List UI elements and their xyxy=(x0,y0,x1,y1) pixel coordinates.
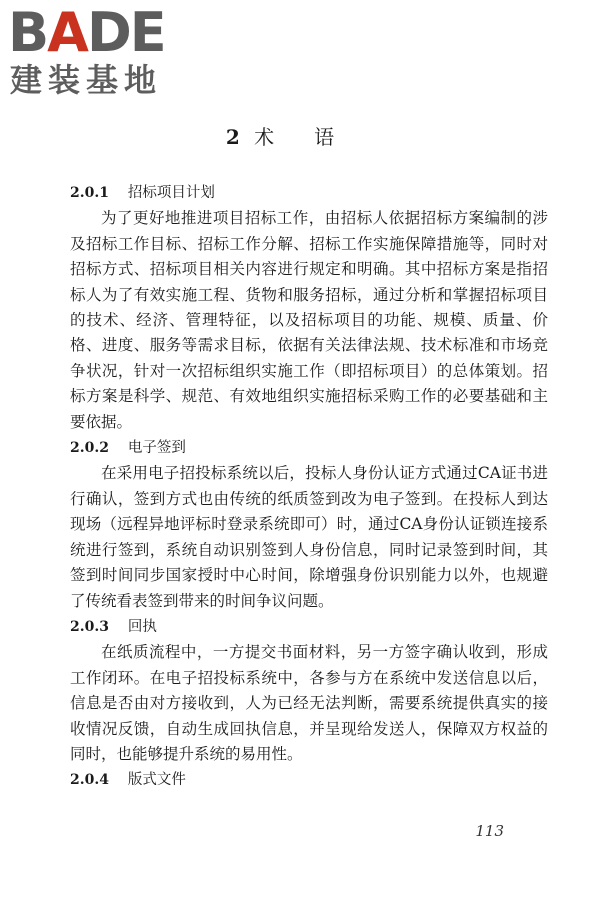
logo-letters-de: DE xyxy=(86,1,165,64)
bade-logo xyxy=(8,1,180,99)
section-number: 2.0.3 xyxy=(70,618,109,635)
section-title: 版式文件 xyxy=(127,772,186,789)
chapter-title-text: 术语 xyxy=(254,125,375,149)
logo-letter-b: B xyxy=(8,1,48,64)
section-number: 2.0.4 xyxy=(70,772,109,789)
section-title: 电子签到 xyxy=(127,440,186,457)
chapter-number: 2 xyxy=(225,125,240,149)
section-paragraph: 在纸质流程中，一方提交书面材料，另一方签字确认收到，形成工作闭环。在电子招投标系统中，各参与方在系统中发送信息以后，信息是否由对方接收到，人为已经无法判断，需要系统提供真实的接收情况反馈，自动生成回执信息，并呈现给发送人，保障双方权益的同时，也能够提升系统的易用性。 xyxy=(70,643,548,763)
section-heading xyxy=(70,180,548,206)
document-body xyxy=(70,180,548,794)
page-number: 113 xyxy=(475,822,504,840)
section-heading xyxy=(70,435,548,461)
section-title: 回执 xyxy=(127,618,157,635)
section-number: 2.0.2 xyxy=(70,440,109,457)
logo-chinese-name: 建装基地 xyxy=(10,61,163,99)
section-paragraph: 为了更好地推进项目招标工作，由招标人依据招标方案编制的涉及招标工作目标、招标工作分解、招标工作实施保障措施等，同时对招标方式、招标项目相关内容进行规定和明确。其中招标方案是指招标人为了有效实施工程、货物和服务招标，通过分析和掌握招标项目的技术、经济、管理特征，以及招标项目的功能、规模、质量、价格、进度、服务等需求目标，依据有关法律法规、技术标准和市场竞争状况，针对一次招标组织实施工作（即招标项目）的总体策划。招标方案是科学、规范、有效地组织实施招标采购工作的必要基础和主要依据。 xyxy=(70,209,548,431)
section-title: 招标项目计划 xyxy=(127,185,215,201)
logo-letter-a-accent: A xyxy=(47,1,87,64)
chapter-title xyxy=(0,125,600,149)
section-number: 2.0.1 xyxy=(70,185,109,201)
logo-wordmark xyxy=(8,1,165,64)
section-heading xyxy=(70,767,548,793)
section-heading xyxy=(70,614,548,640)
section-paragraph: 在采用电子招投标系统以后，投标人身份认证方式通过CA证书进行确认，签到方式也由传统的纸质签到改为电子签到。在投标人到达现场（远程异地评标时登录系统即可）时，通过CA身份认证锁连接系统进行签到，系统自动识别签到人身份信息，同时记录签到时间，其签到时间同步国家授时中心时间，除增强身份识别能力以外，也规避了传统看表签到带来的时间争议问题。 xyxy=(70,464,548,610)
